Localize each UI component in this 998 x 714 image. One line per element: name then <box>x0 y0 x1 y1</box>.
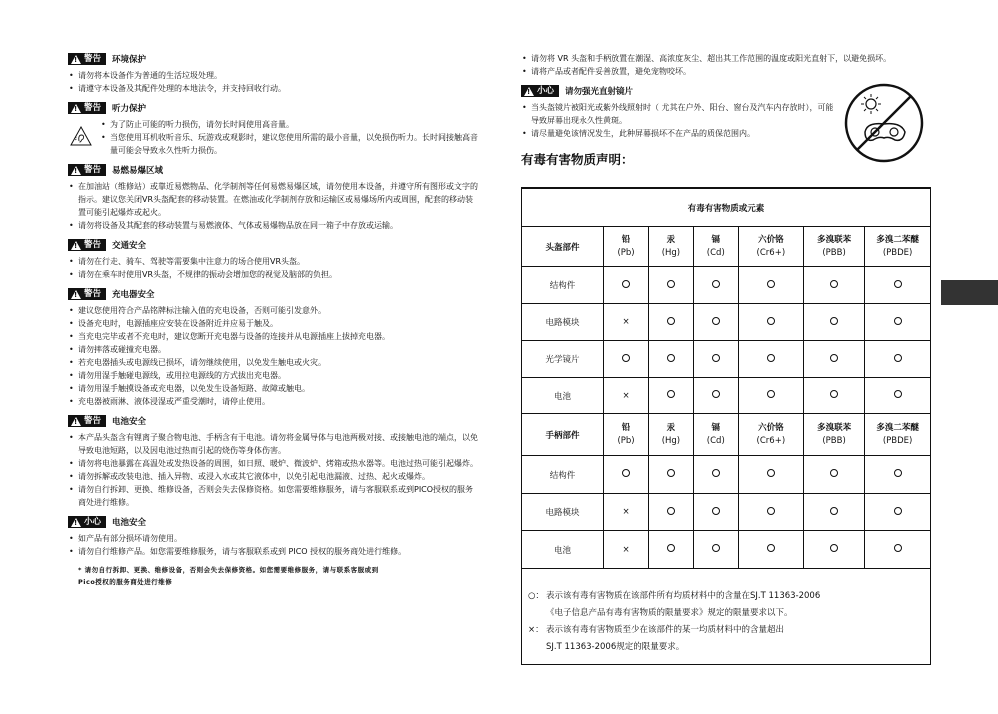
substance-header: 多溴二苯醚 (PBDE) <box>865 227 930 267</box>
list-item: • 请勿自行拆卸、更换、维修设备，否则会失去保修资格。如您需要维修服务，请与客服联系或到PICO授权的服务商处进行维修。 <box>68 483 480 509</box>
bullet-list <box>68 69 480 95</box>
table-header-row <box>522 227 930 267</box>
legend-x-mark: ×： <box>528 625 544 635</box>
compliant-circle-icon <box>693 378 738 414</box>
list-item: • 请勿在乘车时使用VR头盔，不规律的振动会增加您的视觉及脑部的负担。 <box>68 268 480 281</box>
compliant-circle-icon <box>738 378 803 414</box>
section-title: 听力保护 <box>112 104 147 114</box>
list-item: • 请勿用湿手触碰电源线，或用拉电源线的方式拔出充电器。 <box>68 369 480 382</box>
group-name: 手柄部件 <box>522 414 604 456</box>
hazard-heading: 有毒有害物质声明： <box>521 152 634 167</box>
substance-header: 六价铬 (Cr6+) <box>738 414 803 456</box>
list-item: • 当充电完毕或者不充电时，建议您断开充电器与设备的连接并从电源插座上拔掉充电器。 <box>68 330 480 343</box>
table-row <box>522 531 930 569</box>
warning-badge: ! 警告 <box>68 102 106 114</box>
bullet-list <box>100 118 480 157</box>
section-title: 电池安全 <box>112 417 147 427</box>
no-sunlight-icon <box>843 82 925 164</box>
part-name: 光学镜片 <box>522 341 604 378</box>
warning-badge: ! 小心 <box>68 516 106 528</box>
bullet-list <box>68 255 480 281</box>
compliant-circle-icon <box>803 341 864 378</box>
warning-triangle-icon <box>71 290 81 299</box>
list-item: • 若充电器插头或电源线已损坏，请勿继续使用，以免发生触电或火灾。 <box>68 356 480 369</box>
list-item: • 如产品有部分损坏请勿使用。 <box>68 532 480 545</box>
part-name: 电路模块 <box>522 494 604 531</box>
list-item: • 建议您使用符合产品铭牌标注输入值的充电设备，否则可能引发意外。 <box>68 304 480 317</box>
compliant-circle-icon <box>648 456 693 494</box>
substance-header: 铅 (Pb) <box>604 227 649 267</box>
compliant-circle-icon <box>738 494 803 531</box>
list-item: • 当您使用耳机收听音乐、玩游戏或观影时，建议您使用所需的最小音量，以免损伤听力。长时间接触高音量可能会导致永久性听力损伤。 <box>100 131 480 157</box>
table-row <box>522 267 930 304</box>
bullet-list <box>68 304 480 408</box>
right-top-list <box>521 52 931 78</box>
section-4-header <box>68 287 480 301</box>
list-item: • 当头盔镜片被阳光或紫外线照射时（ 尤其在户外、阳台、窗台及汽车内存放时），可能导致屏幕出现永久性黄斑。 <box>521 101 841 127</box>
list-item: • 请勿在行走、骑车、驾驶等需要集中注意力的场合使用VR头盔。 <box>68 255 480 268</box>
compliant-circle-icon <box>648 531 693 569</box>
compliant-circle-icon <box>693 456 738 494</box>
list-item: • 在加油站（维修站）或靠近易燃物品、化学制剂等任何易燃易爆区域，请勿使用本设备，并遵守所有图形或文字的指示。建议您关闭VR头盔配套的移动装置。在燃油或化学制剂存放和运输区或易爆场所内或周围，配套的移动装置可能引起爆炸或起火。 <box>68 180 480 219</box>
warning-badge: ! 警告 <box>68 164 106 176</box>
exceed-mark: × <box>604 494 649 531</box>
compliant-circle-icon <box>648 341 693 378</box>
compliant-circle-icon <box>738 341 803 378</box>
table-title: 有毒有害物质或元素 <box>522 189 930 227</box>
substance-header: 铅 (Pb) <box>604 414 649 456</box>
page-tab-marker <box>941 280 998 305</box>
substance-header: 镉 (Cd) <box>693 227 738 267</box>
compliant-circle-icon <box>693 531 738 569</box>
compliant-circle-icon <box>693 304 738 341</box>
substance-header: 镉 (Cd) <box>693 414 738 456</box>
compliant-circle-icon <box>648 378 693 414</box>
section-title: 交通安全 <box>112 241 147 251</box>
part-name: 电路模块 <box>522 304 604 341</box>
table-row <box>522 341 930 378</box>
warning-triangle-icon <box>71 104 81 113</box>
substance-header: 汞 (Hg) <box>648 227 693 267</box>
section-title: 环境保护 <box>112 55 147 65</box>
substance-header: 多溴二苯醚 (PBDE) <box>865 414 930 456</box>
caution-badge: ! 小心 <box>521 85 559 97</box>
section-5-header <box>68 414 480 428</box>
warning-triangle-icon <box>71 417 81 426</box>
bullet-list <box>68 180 480 232</box>
warning-triangle-icon <box>71 166 81 175</box>
section-2-header <box>68 163 480 177</box>
section-1-header <box>68 101 480 115</box>
compliant-circle-icon <box>738 267 803 304</box>
list-item: • 请勿用湿手触摸设备或充电器，以免发生设备短路、故障或触电。 <box>68 382 480 395</box>
part-name: 电池 <box>522 531 604 569</box>
list-item: • 请勿摔落或碰撞充电器。 <box>68 343 480 356</box>
substance-header: 汞 (Hg) <box>648 414 693 456</box>
table-row <box>522 378 930 414</box>
list-item: • 请尽量避免该情况发生，此种屏幕损坏不在产品的质保范围内。 <box>521 127 841 140</box>
list-item: • 请勿将 VR 头盔和手柄放置在潮湿、高浓度灰尘、超出其工作范围的温度或阳光直射下，以避免损坏。 <box>521 52 931 65</box>
list-item: • 请遵守本设备及其配件处理的本地法令，并支持回收行动。 <box>68 82 480 95</box>
compliant-circle-icon <box>803 378 864 414</box>
exceed-mark: × <box>604 531 649 569</box>
compliant-circle-icon <box>648 304 693 341</box>
list-item: • 本产品头盔含有锂离子聚合物电池、手柄含有干电池。请勿将金属导体与电池两极对接、或接触电池的端点，以免导致电池短路，以及因电池过热而引起的烧伤等身体伤害。 <box>68 431 480 457</box>
compliant-circle-icon <box>803 267 864 304</box>
footnote-line-2: Pico授权的服务商处进行维修 <box>78 578 173 586</box>
section-title: 易燃易爆区域 <box>112 166 164 176</box>
section-0-header <box>68 52 480 66</box>
compliant-circle-icon <box>803 304 864 341</box>
group-name: 头盔部件 <box>522 227 604 267</box>
part-name: 结构件 <box>522 456 604 494</box>
warning-triangle-icon <box>71 55 81 64</box>
part-name: 结构件 <box>522 267 604 304</box>
warning-badge: ! 警告 <box>68 288 106 300</box>
substance-header: 多溴联苯 (PBB) <box>803 414 864 456</box>
substance-header: 六价铬 (Cr6+) <box>738 227 803 267</box>
bullet-list <box>68 431 480 509</box>
compliant-circle-icon <box>865 378 930 414</box>
exceed-mark: × <box>604 304 649 341</box>
compliant-circle-icon <box>803 456 864 494</box>
compliant-circle-icon <box>738 456 803 494</box>
substance-header: 多溴联苯 (PBB) <box>803 227 864 267</box>
compliant-circle-icon <box>803 531 864 569</box>
section-3-header <box>68 238 480 252</box>
compliant-circle-icon <box>738 531 803 569</box>
compliant-circle-icon <box>865 341 930 378</box>
compliant-circle-icon <box>693 341 738 378</box>
bullet-list <box>68 532 480 558</box>
warning-triangle-icon <box>71 518 81 527</box>
list-item: • 设备充电时，电源插座应安装在设备附近并应易于触及。 <box>68 317 480 330</box>
footnote <box>68 564 480 588</box>
table-row <box>522 456 930 494</box>
list-item: • 充电器被雨淋、液体浸湿或严重受潮时，请停止使用。 <box>68 395 480 408</box>
table-row <box>522 304 930 341</box>
hearing-block <box>68 118 480 157</box>
compliant-circle-icon <box>738 304 803 341</box>
legend-x-line2: SJ.T 11363-2006规定的限量要求。 <box>546 642 685 652</box>
compliant-circle-icon <box>865 304 930 341</box>
compliant-circle-icon <box>604 341 649 378</box>
compliant-circle-icon <box>865 267 930 304</box>
section-title: 充电器安全 <box>112 290 155 300</box>
list-item: • 请勿自行维修产品。如您需要维修服务，请与客服联系或到 PICO 授权的服务商处进行维修。 <box>68 545 480 558</box>
warning-badge: ! 警告 <box>68 239 106 251</box>
compliant-circle-icon <box>803 494 864 531</box>
table-row <box>522 494 930 531</box>
caution-title: 请勿强光直射镜片 <box>565 87 634 97</box>
compliant-circle-icon <box>604 456 649 494</box>
warning-triangle-icon <box>71 241 81 250</box>
compliant-circle-icon <box>648 267 693 304</box>
footnote-line-1: * 请勿自行拆卸、更换、维修设备，否则会失去保修资格。如您需要维修服务，请与联系客服或到 <box>78 566 379 574</box>
part-name: 电池 <box>522 378 604 414</box>
exceed-mark: × <box>604 378 649 414</box>
legend-o-mark: ○： <box>528 591 544 601</box>
legend-o-line1: 表示该有毒有害物质在该部件所有均质材料中的含量在SJ.T 11363-2006 <box>546 591 821 601</box>
warning-badge: ! 警告 <box>68 53 106 65</box>
compliant-circle-icon <box>865 531 930 569</box>
list-item: • 为了防止可能的听力损伤，请勿长时间使用高音量。 <box>100 118 480 131</box>
hazard-substance-table <box>522 188 930 569</box>
ear-warning-icon <box>70 126 92 146</box>
list-item: • 请将产品或者配件妥善放置，避免宠物咬坏。 <box>521 65 931 78</box>
compliant-circle-icon <box>865 456 930 494</box>
list-item: • 请勿拆解或改装电池、插入异物、或浸入水或其它液体中，以免引起电池漏液、过热、起火或爆炸。 <box>68 470 480 483</box>
compliant-circle-icon <box>604 267 649 304</box>
legend-x-line1: 表示该有毒有害物质至少在该部件的某一均质材料中的含量超出 <box>546 625 785 635</box>
warning-badge: ! 警告 <box>68 415 106 427</box>
warning-triangle-icon <box>524 87 534 96</box>
compliant-circle-icon <box>648 494 693 531</box>
compliant-circle-icon <box>865 494 930 531</box>
caution-list <box>521 101 841 140</box>
list-item: • 请勿将设备及其配套的移动装置与易燃液体、气体或易爆物品放在同一箱子中存放或运输。 <box>68 219 480 232</box>
table-header-row <box>522 414 930 456</box>
list-item: • 请勿将本设备作为普通的生活垃圾处理。 <box>68 69 480 82</box>
compliant-circle-icon <box>693 267 738 304</box>
left-column <box>68 52 480 588</box>
table-legend <box>528 588 928 656</box>
legend-o-line2: 《电子信息产品有毒有害物质的限量要求》规定的限量要求以下。 <box>546 608 793 618</box>
section-title: 电池安全 <box>112 518 147 528</box>
compliant-circle-icon <box>693 494 738 531</box>
section-6-header <box>68 515 480 529</box>
list-item: • 请勿将电池暴露在高温处或发热设备的周围，如日照、暖炉、微波炉、烤箱或热水器等。电池过热可能引起爆炸。 <box>68 457 480 470</box>
